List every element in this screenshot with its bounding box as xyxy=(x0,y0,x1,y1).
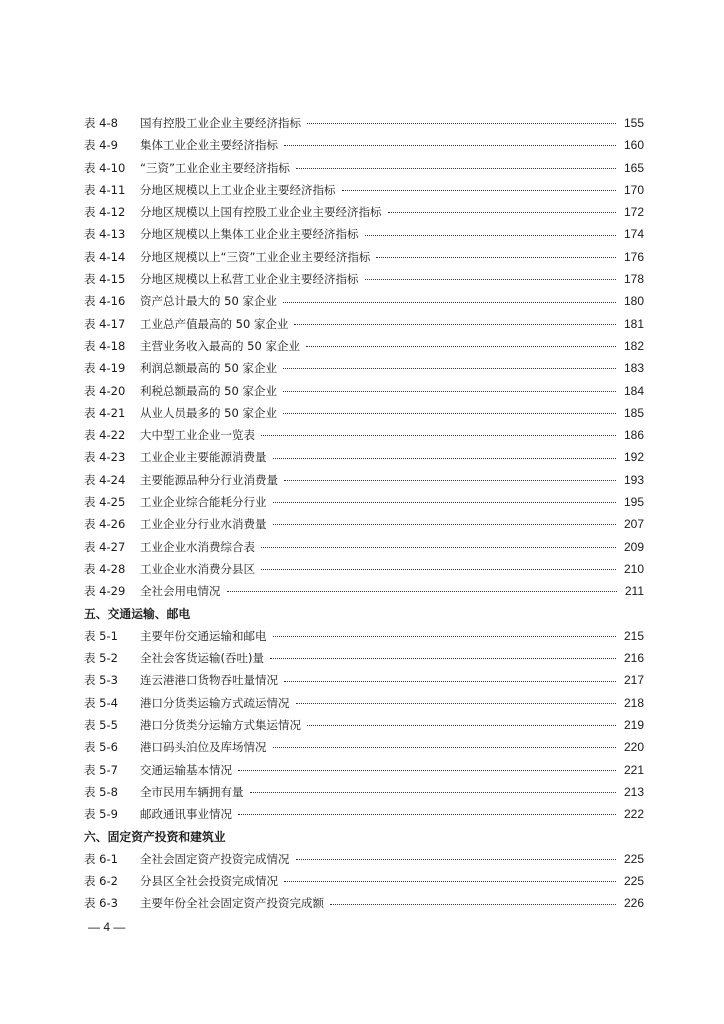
table-code: 表 5-6 xyxy=(84,740,118,755)
dot-leader xyxy=(306,335,616,357)
page-number: 185 xyxy=(623,405,644,420)
table-title: 从业人员最多的 50 家企业 xyxy=(140,405,277,420)
table-code: 表 6-1 xyxy=(84,851,118,866)
page-number: 213 xyxy=(623,784,644,799)
table-code: 表 4-15 xyxy=(84,272,126,287)
toc-entry xyxy=(84,357,644,379)
table-code: 表 4-24 xyxy=(84,472,126,487)
table-title: 资产总计最大的 50 家企业 xyxy=(140,294,277,309)
table-code: 表 5-9 xyxy=(84,807,118,822)
dot-leader xyxy=(227,580,617,602)
toc-entry xyxy=(84,268,644,290)
dot-leader xyxy=(296,157,616,179)
dot-leader xyxy=(284,870,616,892)
page-number: 183 xyxy=(623,361,644,376)
dot-leader xyxy=(238,803,616,825)
page-number: 225 xyxy=(623,874,644,889)
table-title: 国有控股工业企业主要经济指标 xyxy=(140,116,301,130)
table-title: 分地区规模以上集体工业企业主要经济指标 xyxy=(140,227,359,242)
table-title: 主要年份全社会固定资产投资完成额 xyxy=(140,896,324,911)
table-code: 表 4-21 xyxy=(84,405,126,420)
page-number: 218 xyxy=(623,695,644,710)
table-title: 工业企业主要能源消费量 xyxy=(140,450,267,465)
toc-entry xyxy=(84,179,644,201)
page-number: 160 xyxy=(623,138,644,153)
toc-entry xyxy=(84,223,644,245)
dot-leader xyxy=(283,380,616,402)
dot-leader xyxy=(284,134,616,156)
section-title: 五、交通运输、邮电 xyxy=(84,606,191,621)
table-code: 表 5-7 xyxy=(84,762,118,777)
table-code: 表 4-16 xyxy=(84,294,126,309)
dot-leader xyxy=(296,848,616,870)
page-number: 216 xyxy=(623,651,644,666)
toc-entry xyxy=(84,669,644,691)
toc-entry xyxy=(84,647,644,669)
page-number: 182 xyxy=(623,338,644,353)
table-title: 交通运输基本情况 xyxy=(140,762,232,777)
page-number: 192 xyxy=(623,450,644,465)
table-code: 表 5-3 xyxy=(84,673,118,688)
page-number: 220 xyxy=(623,740,644,755)
page-number: 193 xyxy=(623,472,644,487)
toc-entry xyxy=(84,892,644,914)
page-number: 184 xyxy=(623,383,644,398)
toc-entry xyxy=(84,536,644,558)
page-number: 217 xyxy=(623,673,644,688)
table-code: 表 5-5 xyxy=(84,718,118,733)
toc-entry xyxy=(84,402,644,424)
table-code: 表 4-27 xyxy=(84,539,126,554)
dot-leader xyxy=(330,893,616,915)
dot-leader xyxy=(388,201,616,223)
dot-leader xyxy=(273,447,616,469)
dot-leader xyxy=(307,714,616,736)
table-code: 表 5-8 xyxy=(84,784,118,799)
toc-entry xyxy=(84,558,644,580)
table-title: 工业企业分行业水消费量 xyxy=(140,517,267,532)
table-code: 表 4-25 xyxy=(84,495,126,510)
table-title: 全社会用电情况 xyxy=(140,584,221,599)
toc-entry xyxy=(84,714,644,736)
table-code: 表 6-3 xyxy=(84,896,118,911)
table-code: 表 5-4 xyxy=(84,695,118,710)
toc-entry xyxy=(84,759,644,781)
dot-leader xyxy=(365,224,616,246)
page-number: 225 xyxy=(623,851,644,866)
table-code: 表 4-23 xyxy=(84,450,126,465)
toc-entry xyxy=(84,335,644,357)
toc-entry xyxy=(84,446,644,468)
dot-leader xyxy=(342,179,616,201)
page-number: 180 xyxy=(623,294,644,309)
dot-leader xyxy=(283,402,616,424)
dot-leader xyxy=(250,781,616,803)
page-number: 174 xyxy=(623,227,644,242)
toc-entry xyxy=(84,736,644,758)
table-title: 主营业务收入最高的 50 家企业 xyxy=(140,338,300,353)
toc-entry xyxy=(84,201,644,223)
toc-entry xyxy=(84,781,644,803)
toc-entry xyxy=(84,290,644,312)
toc-entry xyxy=(84,870,644,892)
table-title: 全市民用车辆拥有量 xyxy=(140,784,244,799)
table-code: 表 5-1 xyxy=(84,628,118,643)
table-title: 连云港港口货物吞吐量情况 xyxy=(140,673,278,688)
page-number: 215 xyxy=(623,628,644,643)
table-code: 表 4-8 xyxy=(84,116,118,130)
toc-entry xyxy=(84,513,644,535)
dot-leader xyxy=(284,469,616,491)
dot-leader xyxy=(238,759,616,781)
dot-leader xyxy=(284,670,616,692)
table-code: 表 4-22 xyxy=(84,428,126,443)
table-title: 工业企业水消费综合表 xyxy=(140,539,255,554)
table-title: 利润总额最高的 50 家企业 xyxy=(140,361,277,376)
page-number: 209 xyxy=(623,539,644,554)
table-title: 主要年份交通运输和邮电 xyxy=(140,628,267,643)
table-title: “三资”工业企业主要经济指标 xyxy=(140,160,290,175)
dot-leader xyxy=(296,692,616,714)
table-code: 表 4-12 xyxy=(84,205,126,220)
table-code: 表 4-26 xyxy=(84,517,126,532)
page-number: 181 xyxy=(623,316,644,331)
table-title: 分地区规模以上“三资”工业企业主要经济指标 xyxy=(140,249,371,264)
table-title: 利税总额最高的 50 家企业 xyxy=(140,383,277,398)
page-number: 178 xyxy=(623,272,644,287)
toc-entry xyxy=(84,469,644,491)
table-code: 表 4-18 xyxy=(84,338,126,353)
dot-leader xyxy=(283,357,616,379)
dot-leader xyxy=(294,313,616,335)
dot-leader xyxy=(261,424,616,446)
page-number: 155 xyxy=(623,116,644,130)
page-number: 172 xyxy=(623,205,644,220)
table-code: 表 4-29 xyxy=(84,584,126,599)
table-title: 工业企业水消费分县区 xyxy=(140,561,255,576)
table-title: 港口分货类运输方式疏运情况 xyxy=(140,695,290,710)
dot-leader xyxy=(283,291,616,313)
table-title: 工业总产值最高的 50 家企业 xyxy=(140,316,289,331)
table-title: 主要能源品种分行业消费量 xyxy=(140,472,278,487)
table-code: 表 4-20 xyxy=(84,383,126,398)
page-number: 221 xyxy=(623,762,644,777)
page-number: 176 xyxy=(623,249,644,264)
toc-entry xyxy=(84,157,644,179)
table-code: 表 5-2 xyxy=(84,651,118,666)
table-title: 分县区全社会投资完成情况 xyxy=(140,874,278,889)
table-of-contents xyxy=(84,112,644,915)
table-code: 表 4-10 xyxy=(84,160,126,175)
toc-entry xyxy=(84,134,644,156)
table-title: 港口分货类分运输方式集运情况 xyxy=(140,718,301,733)
table-title: 全社会固定资产投资完成情况 xyxy=(140,851,290,866)
toc-entry xyxy=(84,803,644,825)
page-number: 226 xyxy=(623,896,644,911)
page-number: 210 xyxy=(623,561,644,576)
toc-entry xyxy=(84,313,644,335)
toc-entry xyxy=(84,692,644,714)
toc-section-heading xyxy=(84,603,644,625)
table-title: 集体工业企业主要经济指标 xyxy=(140,138,278,153)
dot-leader xyxy=(365,268,616,290)
toc-entry xyxy=(84,580,644,602)
dot-leader xyxy=(261,536,616,558)
table-code: 表 4-14 xyxy=(84,249,126,264)
table-code: 表 4-17 xyxy=(84,316,126,331)
dot-leader xyxy=(273,513,616,535)
page-number: 207 xyxy=(623,517,644,532)
table-title: 大中型工业企业一览表 xyxy=(140,428,255,443)
section-title: 六、固定资产投资和建筑业 xyxy=(84,829,226,844)
toc-section-heading xyxy=(84,826,644,848)
page-footer-number: — 4 — xyxy=(88,920,126,934)
page-number: 165 xyxy=(623,160,644,175)
table-title: 邮政通讯事业情况 xyxy=(140,807,232,822)
page-number: 195 xyxy=(623,495,644,510)
table-code: 表 4-19 xyxy=(84,361,126,376)
table-title: 分地区规模以上私营工业企业主要经济指标 xyxy=(140,272,359,287)
table-title: 分地区规模以上国有控股工业企业主要经济指标 xyxy=(140,205,382,220)
table-code: 表 4-11 xyxy=(84,182,126,197)
toc-entry xyxy=(84,246,644,268)
table-code: 表 4-13 xyxy=(84,227,126,242)
dot-leader xyxy=(270,647,616,669)
table-title: 分地区规模以上工业企业主要经济指标 xyxy=(140,182,336,197)
dot-leader xyxy=(307,112,616,134)
page-number: 219 xyxy=(623,718,644,733)
page-number: 222 xyxy=(623,807,644,822)
page-number: 170 xyxy=(623,182,644,197)
table-title: 工业企业综合能耗分行业 xyxy=(140,495,267,510)
dot-leader xyxy=(273,736,616,758)
dot-leader xyxy=(261,558,616,580)
page-number: 211 xyxy=(624,584,644,599)
toc-entry xyxy=(84,848,644,870)
table-code: 表 4-9 xyxy=(84,138,118,153)
table-title: 港口码头泊位及库场情况 xyxy=(140,740,267,755)
dot-leader xyxy=(273,625,616,647)
table-code: 表 4-28 xyxy=(84,561,126,576)
table-title: 全社会客货运输(吞吐)量 xyxy=(140,651,264,666)
page-number: 186 xyxy=(623,428,644,443)
toc-entry xyxy=(84,112,644,134)
toc-entry xyxy=(84,380,644,402)
table-code: 表 6-2 xyxy=(84,874,118,889)
dot-leader xyxy=(273,491,616,513)
toc-entry xyxy=(84,625,644,647)
toc-entry xyxy=(84,424,644,446)
toc-entry xyxy=(84,491,644,513)
dot-leader xyxy=(376,246,616,268)
